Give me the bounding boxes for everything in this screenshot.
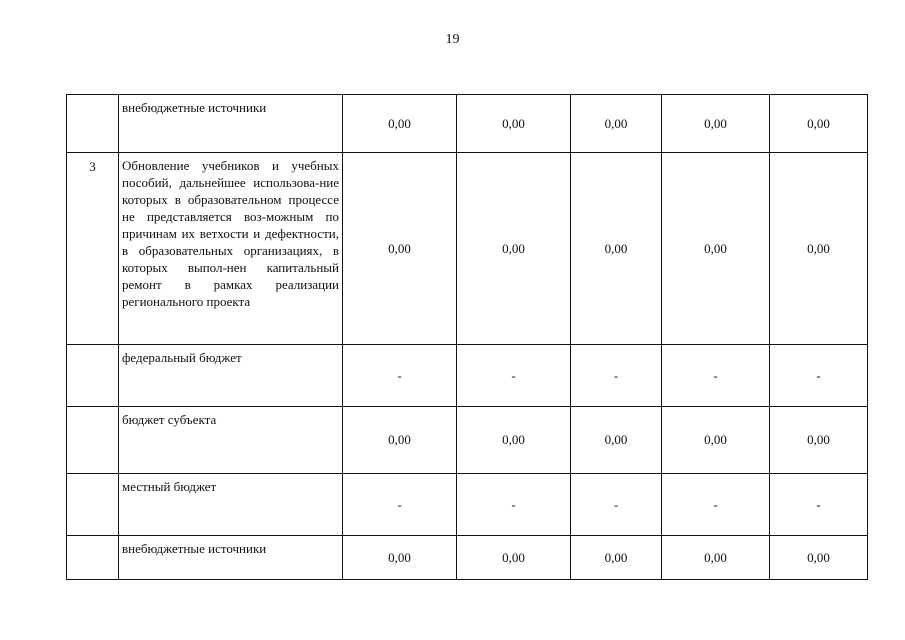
value-cell: -	[343, 345, 457, 407]
row-number-cell	[67, 474, 119, 536]
row-label-cell	[119, 536, 343, 580]
row-label-cell	[119, 95, 343, 153]
value-cell: 0,00	[571, 536, 662, 580]
value-cell: -	[662, 345, 770, 407]
row-number-cell: 3	[67, 153, 119, 345]
table-row	[67, 345, 868, 407]
value-cell: -	[770, 474, 868, 536]
table-row	[67, 407, 868, 474]
row-label-cell	[119, 153, 343, 345]
value-cell: 0,00	[457, 407, 571, 474]
value-cell: -	[457, 474, 571, 536]
value-cell: -	[343, 474, 457, 536]
value-cell: 0,00	[457, 153, 571, 345]
value-cell: 0,00	[770, 153, 868, 345]
row-label: федеральный бюджет	[122, 350, 242, 365]
value-cell: 0,00	[571, 153, 662, 345]
value-cell: 0,00	[662, 407, 770, 474]
table-row	[67, 95, 868, 153]
value-cell: 0,00	[571, 95, 662, 153]
value-cell: 0,00	[662, 95, 770, 153]
value-cell: -	[571, 474, 662, 536]
row-label-cell	[119, 345, 343, 407]
row-label: местный бюджет	[122, 479, 217, 494]
value-cell: 0,00	[770, 95, 868, 153]
value-cell: 0,00	[457, 536, 571, 580]
value-cell: 0,00	[662, 153, 770, 345]
value-cell: 0,00	[770, 536, 868, 580]
row-number-cell	[67, 536, 119, 580]
row-number-cell	[67, 95, 119, 153]
value-cell: 0,00	[343, 153, 457, 345]
value-cell: -	[662, 474, 770, 536]
row-number-cell	[67, 345, 119, 407]
budget-table	[66, 94, 868, 580]
table-row	[67, 536, 868, 580]
row-label-cell	[119, 474, 343, 536]
value-cell: 0,00	[662, 536, 770, 580]
value-cell: 0,00	[343, 407, 457, 474]
row-label: бюджет субъекта	[122, 412, 217, 427]
table-row	[67, 153, 868, 345]
table-row	[67, 474, 868, 536]
row-label: Обновление учебников и учебных пособий, дальнейшее использова-ние которых в образовательном процессе не представляется воз-можным по причинам их ветхости и дефектности, в образовательных организациях, в которых выпол-нен капитальный ремонт в рамках реализации регионального проекта	[122, 158, 339, 309]
value-cell: 0,00	[571, 407, 662, 474]
row-number-cell	[67, 407, 119, 474]
value-cell: 0,00	[343, 536, 457, 580]
row-label: внебюджетные источники	[122, 100, 267, 115]
page-number: 19	[445, 32, 460, 47]
row-label: внебюджетные источники	[122, 541, 267, 556]
value-cell: 0,00	[770, 407, 868, 474]
value-cell: -	[457, 345, 571, 407]
value-cell: -	[571, 345, 662, 407]
row-label-cell	[119, 407, 343, 474]
value-cell: 0,00	[343, 95, 457, 153]
value-cell: -	[770, 345, 868, 407]
value-cell: 0,00	[457, 95, 571, 153]
